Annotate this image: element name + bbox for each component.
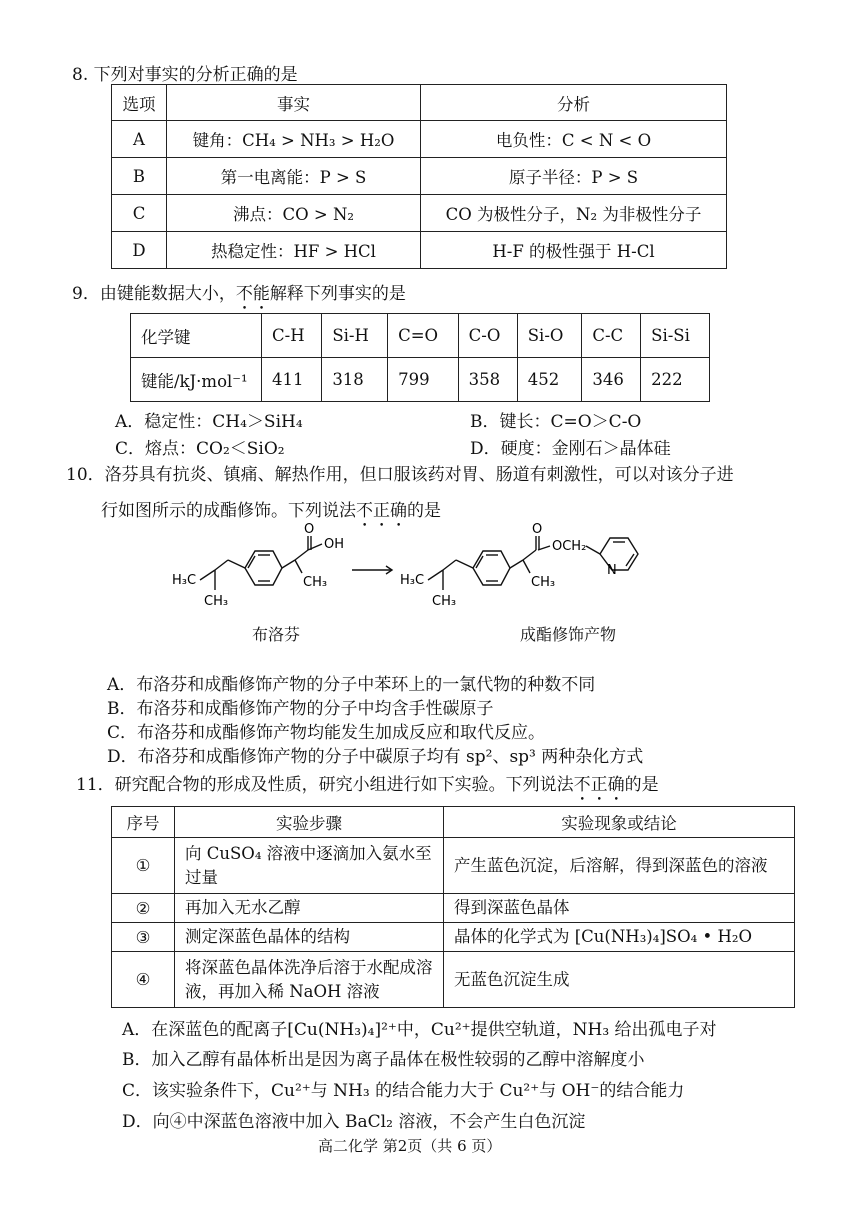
reaction-arrow bbox=[352, 566, 392, 574]
q10-stem-pre: 行如图所示的成酯修饰。下列说法 bbox=[101, 501, 356, 521]
q9-header-cell: C-C bbox=[582, 314, 641, 358]
q11-header-cell: 序号 bbox=[112, 807, 175, 838]
q9-table bbox=[130, 313, 710, 402]
q9-value-cell: 318 bbox=[322, 358, 388, 402]
q8-cell: A bbox=[112, 121, 167, 158]
q10-option-c: C．布洛芬和成酯修饰产物均能发生加成反应和取代反应。 bbox=[107, 723, 546, 743]
product-ch3-label: CH₃ bbox=[531, 575, 556, 590]
q9-stem-pre: 9．由键能数据大小， bbox=[72, 284, 236, 304]
q9-option-d: D．硬度：金刚石＞晶体硅 bbox=[470, 439, 671, 459]
q9-value-cell: 452 bbox=[517, 358, 582, 402]
q8-cell: 沸点：CO > N₂ bbox=[167, 195, 421, 232]
q11-cell: ③ bbox=[112, 923, 175, 952]
pyridine-n-label: N bbox=[607, 563, 617, 578]
q10-reaction-diagram bbox=[160, 518, 680, 618]
table-row bbox=[112, 952, 795, 1008]
q9-stem-emphasis: 不能 bbox=[235, 284, 270, 304]
q8-cell: 键角：CH₄ > NH₃ > H₂O bbox=[167, 121, 421, 158]
q10-right-caption: 成酯修饰产物 bbox=[520, 625, 617, 644]
q11-header-row bbox=[112, 807, 795, 838]
q9-header-row bbox=[131, 314, 710, 358]
q11-stem-pre: 11．研究配合物的形成及性质，研究小组进行如下实验。下列说法 bbox=[76, 775, 574, 795]
table-row bbox=[112, 894, 795, 923]
q9-value-cell: 222 bbox=[641, 358, 710, 402]
q9-header-cell: Si-O bbox=[517, 314, 582, 358]
q11-cell: 晶体的化学式为 [Cu(NH₃)₄]SO₄ • H₂O bbox=[444, 923, 795, 952]
q8-cell: H-F 的极性强于 H-Cl bbox=[421, 232, 727, 269]
q11-option-a: A．在深蓝色的配离子[Cu(NH₃)₄]²⁺中，Cu²⁺提供空轨道，NH₃ 给出孤电子对 bbox=[122, 1020, 717, 1040]
q9-header-cell: C-H bbox=[262, 314, 322, 358]
product-o-label: O bbox=[532, 522, 543, 537]
q9-option-a: A．稳定性：CH₄＞SiH₄ bbox=[115, 412, 303, 432]
q8-stem-text: 下列对事实的分析正确的是 bbox=[93, 65, 298, 85]
table-row bbox=[112, 195, 727, 232]
product-h3c-label: H₃C bbox=[400, 573, 425, 588]
q11-cell: 测定深蓝色晶体的结构 bbox=[175, 923, 444, 952]
q11-cell: 得到深蓝色晶体 bbox=[444, 894, 795, 923]
table-row bbox=[112, 232, 727, 269]
q8-header-analysis: 分析 bbox=[421, 85, 727, 121]
q8-header-row bbox=[112, 85, 727, 121]
q9-header-cell: 化学键 bbox=[131, 314, 262, 358]
q9-header-cell: Si-H bbox=[322, 314, 388, 358]
table-row bbox=[131, 358, 710, 402]
q8-stem bbox=[72, 60, 298, 85]
q9-option-c: C．熔点：CO₂＜SiO₂ bbox=[115, 439, 285, 459]
q8-cell: C bbox=[112, 195, 167, 232]
q8-header-option: 选项 bbox=[112, 85, 167, 121]
q8-number: 8. bbox=[72, 65, 89, 85]
ibuprofen-ch3-label-2: CH₃ bbox=[204, 594, 229, 609]
product-ch3-label-2: CH₃ bbox=[432, 594, 457, 609]
q11-option-b: B．加入乙醇有晶体析出是因为离子晶体在极性较弱的乙醇中溶解度小 bbox=[122, 1050, 645, 1070]
q9-stem bbox=[72, 279, 406, 314]
page-footer: 高二化学 第2页（共 6 页） bbox=[318, 1137, 502, 1155]
q9-header-cell: C-O bbox=[458, 314, 517, 358]
q9-option-b: B．键长：C=O＞C-O bbox=[470, 412, 642, 432]
product-och2-label: OCH₂ bbox=[552, 539, 587, 554]
q9-row-label: 键能/kJ·mol⁻¹ bbox=[131, 358, 262, 402]
q10-stem-post: 的是 bbox=[407, 501, 441, 521]
table-row bbox=[112, 158, 727, 195]
q8-cell: 热稳定性：HF > HCl bbox=[167, 232, 421, 269]
q11-table bbox=[111, 806, 795, 1008]
q11-cell: ④ bbox=[112, 952, 175, 1008]
q8-header-fact: 事实 bbox=[167, 85, 421, 121]
q10-option-b: B．布洛芬和成酯修饰产物的分子中均含手性碳原子 bbox=[107, 699, 494, 719]
q8-table bbox=[111, 84, 727, 269]
q9-header-cell: C=O bbox=[388, 314, 459, 358]
q11-cell: ② bbox=[112, 894, 175, 923]
q11-cell: 产生蓝色沉淀，后溶解，得到深蓝色的溶液 bbox=[444, 838, 795, 894]
table-row bbox=[112, 838, 795, 894]
q11-cell: 将深蓝色晶体洗净后溶于水配成溶液，再加入稀 NaOH 溶液 bbox=[175, 952, 444, 1008]
q9-stem-post: 解释下列事实的是 bbox=[269, 284, 406, 304]
q11-cell: 无蓝色沉淀生成 bbox=[444, 952, 795, 1008]
ibuprofen-ch3-label: CH₃ bbox=[303, 575, 328, 590]
q11-cell: ① bbox=[112, 838, 175, 894]
q11-stem bbox=[76, 770, 659, 805]
table-row bbox=[112, 121, 727, 158]
q11-option-c: C．该实验条件下，Cu²⁺与 NH₃ 的结合能力大于 Cu²⁺与 OH⁻的结合能力 bbox=[122, 1081, 685, 1101]
q9-value-cell: 358 bbox=[458, 358, 517, 402]
q10-stem-emphasis: 不正确 bbox=[356, 501, 407, 521]
q8-cell: 第一电离能：P > S bbox=[167, 158, 421, 195]
ibuprofen-oh-label: OH bbox=[324, 537, 345, 552]
ibuprofen-o-label: O bbox=[304, 522, 315, 537]
q9-value-cell: 346 bbox=[582, 358, 641, 402]
q10-option-a: A．布洛芬和成酯修饰产物的分子中苯环上的一氯代物的种数不同 bbox=[107, 675, 596, 695]
q8-cell: 原子半径：P > S bbox=[421, 158, 727, 195]
q8-cell: B bbox=[112, 158, 167, 195]
q11-option-d: D．向④中深蓝色溶液中加入 BaCl₂ 溶液，不会产生白色沉淀 bbox=[122, 1112, 586, 1132]
q8-cell: CO 为极性分子，N₂ 为非极性分子 bbox=[421, 195, 727, 232]
q9-value-cell: 799 bbox=[388, 358, 459, 402]
ibuprofen-h3c-label: H₃C bbox=[172, 573, 197, 588]
q11-cell: 向 CuSO₄ 溶液中逐滴加入氨水至过量 bbox=[175, 838, 444, 894]
q9-header-cell: Si-Si bbox=[641, 314, 710, 358]
q11-cell: 再加入无水乙醇 bbox=[175, 894, 444, 923]
q11-header-cell: 实验现象或结论 bbox=[444, 807, 795, 838]
q8-cell: 电负性：C < N < O bbox=[421, 121, 727, 158]
q11-header-cell: 实验步骤 bbox=[175, 807, 444, 838]
q11-stem-emphasis: 不正确 bbox=[573, 775, 625, 795]
q11-stem-post: 的是 bbox=[624, 775, 659, 795]
table-row bbox=[112, 923, 795, 952]
q8-cell: D bbox=[112, 232, 167, 269]
q10-option-d: D．布洛芬和成酯修饰产物的分子中碳原子均有 sp²、sp³ 两种杂化方式 bbox=[107, 747, 644, 767]
q10-left-caption: 布洛芬 bbox=[252, 625, 301, 644]
q10-stem-line1: 10．洛芬具有抗炎、镇痛、解热作用，但口服该药对胃、肠道有刺激性，可以对该分子进 bbox=[66, 465, 734, 485]
q9-value-cell: 411 bbox=[262, 358, 322, 402]
